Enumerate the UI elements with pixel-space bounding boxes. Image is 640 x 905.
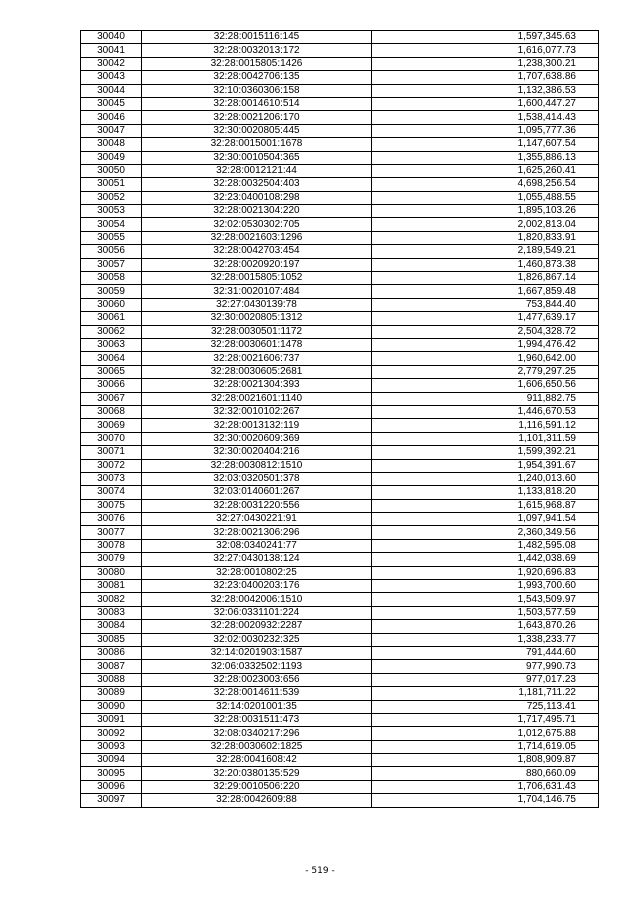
cadastral-number-cell: 32:23:0400108:298 xyxy=(142,191,372,204)
row-number-cell: 30048 xyxy=(81,138,142,151)
row-number-cell: 30086 xyxy=(81,646,142,659)
value-cell: 725,113.41 xyxy=(372,700,599,713)
value-cell: 1,477,639.17 xyxy=(372,312,599,325)
cadastral-number-cell: 32:06:0332502:1193 xyxy=(142,660,372,673)
value-cell: 4,698,256.54 xyxy=(372,178,599,191)
cadastral-number-cell: 32:28:0015805:1426 xyxy=(142,57,372,70)
value-cell: 1,820,833.91 xyxy=(372,231,599,244)
table-row xyxy=(81,338,599,351)
value-cell: 1,238,300.21 xyxy=(372,57,599,70)
row-number-cell: 30052 xyxy=(81,191,142,204)
table-row xyxy=(81,365,599,378)
table-row xyxy=(81,754,599,767)
row-number-cell: 30061 xyxy=(81,312,142,325)
table-row xyxy=(81,459,599,472)
row-number-cell: 30060 xyxy=(81,298,142,311)
table-row xyxy=(81,298,599,311)
row-number-cell: 30075 xyxy=(81,499,142,512)
cadastral-number-cell: 32:28:0042609:88 xyxy=(142,794,372,807)
value-cell: 1,181,711.22 xyxy=(372,687,599,700)
value-cell: 1,101,311.59 xyxy=(372,432,599,445)
table-row xyxy=(81,727,599,740)
cadastral-number-cell: 32:28:0042706:135 xyxy=(142,71,372,84)
cadastral-number-cell: 32:31:0020107:484 xyxy=(142,285,372,298)
cadastral-number-cell: 32:02:0530302:705 xyxy=(142,218,372,231)
table-row xyxy=(81,205,599,218)
table-row xyxy=(81,740,599,753)
cadastral-number-cell: 32:10:0360306:158 xyxy=(142,84,372,97)
cadastral-number-cell: 32:28:0032013:172 xyxy=(142,44,372,57)
row-number-cell: 30068 xyxy=(81,405,142,418)
cadastral-number-cell: 32:28:0021603:1296 xyxy=(142,231,372,244)
row-number-cell: 30062 xyxy=(81,325,142,338)
table-row xyxy=(81,164,599,177)
cadastral-number-cell: 32:28:0042006:1510 xyxy=(142,593,372,606)
cadastral-number-cell: 32:30:0010504:365 xyxy=(142,151,372,164)
cadastral-number-cell: 32:28:0031220:556 xyxy=(142,499,372,512)
row-number-cell: 30065 xyxy=(81,365,142,378)
value-cell: 1,714,619.05 xyxy=(372,740,599,753)
value-cell: 1,615,968.87 xyxy=(372,499,599,512)
table-body xyxy=(81,31,599,808)
table-row xyxy=(81,44,599,57)
row-number-cell: 30085 xyxy=(81,633,142,646)
value-cell: 1,808,909.87 xyxy=(372,754,599,767)
row-number-cell: 30084 xyxy=(81,620,142,633)
row-number-cell: 30045 xyxy=(81,97,142,110)
value-cell: 1,116,591.12 xyxy=(372,419,599,432)
value-cell: 1,993,700.60 xyxy=(372,580,599,593)
row-number-cell: 30077 xyxy=(81,526,142,539)
value-cell: 1,240,013.60 xyxy=(372,472,599,485)
table-row xyxy=(81,178,599,191)
table-row xyxy=(81,673,599,686)
table-row xyxy=(81,352,599,365)
value-cell: 1,012,675.88 xyxy=(372,727,599,740)
cadastral-number-cell: 32:28:0015001:1678 xyxy=(142,138,372,151)
row-number-cell: 30070 xyxy=(81,432,142,445)
value-cell: 1,599,392.21 xyxy=(372,446,599,459)
row-number-cell: 30078 xyxy=(81,539,142,552)
row-number-cell: 30072 xyxy=(81,459,142,472)
value-cell: 1,600,447.27 xyxy=(372,97,599,110)
value-cell: 977,017.23 xyxy=(372,673,599,686)
table-row xyxy=(81,258,599,271)
row-number-cell: 30097 xyxy=(81,794,142,807)
cadastral-number-cell: 32:06:0331101:224 xyxy=(142,606,372,619)
row-number-cell: 30067 xyxy=(81,392,142,405)
row-number-cell: 30096 xyxy=(81,780,142,793)
row-number-cell: 30093 xyxy=(81,740,142,753)
cadastral-number-cell: 32:23:0400203:176 xyxy=(142,580,372,593)
cadastral-number-cell: 32:28:0030501:1172 xyxy=(142,325,372,338)
cadastral-number-cell: 32:28:0020932:2287 xyxy=(142,620,372,633)
table-row xyxy=(81,593,599,606)
table-row xyxy=(81,272,599,285)
value-cell: 1,643,870.26 xyxy=(372,620,599,633)
row-number-cell: 30069 xyxy=(81,419,142,432)
value-cell: 1,920,696.83 xyxy=(372,566,599,579)
row-number-cell: 30050 xyxy=(81,164,142,177)
table-row xyxy=(81,526,599,539)
table-row xyxy=(81,312,599,325)
cadastral-number-cell: 32:03:0320501:378 xyxy=(142,472,372,485)
value-cell: 1,625,260.41 xyxy=(372,164,599,177)
value-cell: 1,616,077.73 xyxy=(372,44,599,57)
cadastral-number-cell: 32:28:0015805:1052 xyxy=(142,272,372,285)
value-cell: 1,147,607.54 xyxy=(372,138,599,151)
value-cell: 1,503,577.59 xyxy=(372,606,599,619)
table-row xyxy=(81,432,599,445)
row-number-cell: 30080 xyxy=(81,566,142,579)
cadastral-number-cell: 32:28:0021601:1140 xyxy=(142,392,372,405)
cadastral-number-cell: 32:29:0010506:220 xyxy=(142,780,372,793)
page-number: - 519 - xyxy=(305,866,335,876)
table-row xyxy=(81,687,599,700)
cadastral-number-cell: 32:28:0042703:454 xyxy=(142,245,372,258)
table-row xyxy=(81,499,599,512)
cadastral-number-cell: 32:28:0021304:393 xyxy=(142,379,372,392)
cadastral-number-cell: 32:28:0030812:1510 xyxy=(142,459,372,472)
table-row xyxy=(81,767,599,780)
table-row xyxy=(81,446,599,459)
value-cell: 1,895,103.26 xyxy=(372,205,599,218)
row-number-cell: 30053 xyxy=(81,205,142,218)
value-cell: 1,717,495.71 xyxy=(372,713,599,726)
table-row xyxy=(81,325,599,338)
row-number-cell: 30041 xyxy=(81,44,142,57)
table-row xyxy=(81,539,599,552)
cadastral-number-cell: 32:28:0032504:403 xyxy=(142,178,372,191)
row-number-cell: 30063 xyxy=(81,338,142,351)
row-number-cell: 30073 xyxy=(81,472,142,485)
cadastral-number-cell: 32:27:0430221:91 xyxy=(142,513,372,526)
table-row xyxy=(81,218,599,231)
cadastral-number-cell: 32:28:0012121:44 xyxy=(142,164,372,177)
value-cell: 1,482,595.08 xyxy=(372,539,599,552)
value-cell: 1,826,867.14 xyxy=(372,272,599,285)
table-row xyxy=(81,231,599,244)
cadastral-number-cell: 32:28:0021306:296 xyxy=(142,526,372,539)
value-cell: 1,355,886.13 xyxy=(372,151,599,164)
table-row xyxy=(81,71,599,84)
value-cell: 1,606,650.56 xyxy=(372,379,599,392)
row-number-cell: 30066 xyxy=(81,379,142,392)
table-row xyxy=(81,392,599,405)
cadastral-number-cell: 32:28:0023003:656 xyxy=(142,673,372,686)
cadastral-number-cell: 32:28:0041608:42 xyxy=(142,754,372,767)
value-cell: 1,446,670.53 xyxy=(372,405,599,418)
table-row xyxy=(81,620,599,633)
table-row xyxy=(81,84,599,97)
row-number-cell: 30064 xyxy=(81,352,142,365)
value-cell: 1,704,146.75 xyxy=(372,794,599,807)
table-row xyxy=(81,379,599,392)
cadastral-number-cell: 32:30:0020805:1312 xyxy=(142,312,372,325)
cadastral-number-cell: 32:28:0021304:220 xyxy=(142,205,372,218)
row-number-cell: 30082 xyxy=(81,593,142,606)
table-row xyxy=(81,646,599,659)
row-number-cell: 30089 xyxy=(81,687,142,700)
cadastral-number-cell: 32:27:0430139:78 xyxy=(142,298,372,311)
value-cell: 1,667,859.48 xyxy=(372,285,599,298)
row-number-cell: 30057 xyxy=(81,258,142,271)
value-cell: 911,882.75 xyxy=(372,392,599,405)
value-cell: 1,442,038.69 xyxy=(372,553,599,566)
row-number-cell: 30087 xyxy=(81,660,142,673)
table-row xyxy=(81,780,599,793)
cadastral-number-cell: 32:30:0020404:216 xyxy=(142,446,372,459)
value-cell: 2,002,813.04 xyxy=(372,218,599,231)
table-row xyxy=(81,700,599,713)
row-number-cell: 30094 xyxy=(81,754,142,767)
value-cell: 1,132,386.53 xyxy=(372,84,599,97)
cadastral-number-cell: 32:28:0030601:1478 xyxy=(142,338,372,351)
row-number-cell: 30058 xyxy=(81,272,142,285)
value-cell: 2,189,549.21 xyxy=(372,245,599,258)
cadastral-number-cell: 32:08:0340217:296 xyxy=(142,727,372,740)
value-cell: 2,504,328.72 xyxy=(372,325,599,338)
cadastral-number-cell: 32:28:0021206:170 xyxy=(142,111,372,124)
row-number-cell: 30074 xyxy=(81,486,142,499)
row-number-cell: 30076 xyxy=(81,513,142,526)
value-cell: 1,095,777.36 xyxy=(372,124,599,137)
cadastral-number-cell: 32:02:0030232:325 xyxy=(142,633,372,646)
cadastral-number-cell: 32:28:0020920:197 xyxy=(142,258,372,271)
value-cell: 880,660.09 xyxy=(372,767,599,780)
table-row xyxy=(81,191,599,204)
value-cell: 1,954,391.67 xyxy=(372,459,599,472)
value-cell: 1,960,642.00 xyxy=(372,352,599,365)
cadastral-number-cell: 32:30:0020609:369 xyxy=(142,432,372,445)
row-number-cell: 30059 xyxy=(81,285,142,298)
value-cell: 1,538,414.43 xyxy=(372,111,599,124)
table-row xyxy=(81,472,599,485)
table-row xyxy=(81,285,599,298)
cadastral-number-cell: 32:20:0380135:529 xyxy=(142,767,372,780)
table-row xyxy=(81,606,599,619)
value-cell: 1,706,631.43 xyxy=(372,780,599,793)
cadastral-number-cell: 32:30:0020805:445 xyxy=(142,124,372,137)
table-row xyxy=(81,660,599,673)
cadastral-number-cell: 32:27:0430138:124 xyxy=(142,553,372,566)
table-row xyxy=(81,633,599,646)
row-number-cell: 30040 xyxy=(81,31,142,44)
table-row xyxy=(81,513,599,526)
cadastral-number-cell: 32:28:0030605:2681 xyxy=(142,365,372,378)
cadastral-number-cell: 32:28:0021606:737 xyxy=(142,352,372,365)
cadastral-number-cell: 32:28:0010802:25 xyxy=(142,566,372,579)
table-row xyxy=(81,580,599,593)
value-cell: 1,994,476.42 xyxy=(372,338,599,351)
table-row xyxy=(81,57,599,70)
row-number-cell: 30091 xyxy=(81,713,142,726)
value-cell: 1,338,233.77 xyxy=(372,633,599,646)
row-number-cell: 30079 xyxy=(81,553,142,566)
table-row xyxy=(81,245,599,258)
cadastral-number-cell: 32:28:0013132:119 xyxy=(142,419,372,432)
row-number-cell: 30051 xyxy=(81,178,142,191)
row-number-cell: 30049 xyxy=(81,151,142,164)
cadastral-number-cell: 32:03:0140601:267 xyxy=(142,486,372,499)
row-number-cell: 30083 xyxy=(81,606,142,619)
value-cell: 1,133,818.20 xyxy=(372,486,599,499)
row-number-cell: 30043 xyxy=(81,71,142,84)
table-row xyxy=(81,713,599,726)
row-number-cell: 30042 xyxy=(81,57,142,70)
table-row xyxy=(81,31,599,44)
cadastral-number-cell: 32:28:0015116:145 xyxy=(142,31,372,44)
row-number-cell: 30044 xyxy=(81,84,142,97)
row-number-cell: 30095 xyxy=(81,767,142,780)
table-row xyxy=(81,111,599,124)
row-number-cell: 30054 xyxy=(81,218,142,231)
row-number-cell: 30090 xyxy=(81,700,142,713)
row-number-cell: 30056 xyxy=(81,245,142,258)
table-row xyxy=(81,138,599,151)
cadastral-number-cell: 32:28:0014611:539 xyxy=(142,687,372,700)
value-cell: 1,597,345.63 xyxy=(372,31,599,44)
table-row xyxy=(81,151,599,164)
row-number-cell: 30046 xyxy=(81,111,142,124)
cadastral-number-cell: 32:28:0014610:514 xyxy=(142,97,372,110)
value-cell: 1,097,941.54 xyxy=(372,513,599,526)
value-cell: 753,844.40 xyxy=(372,298,599,311)
value-cell: 1,707,638.86 xyxy=(372,71,599,84)
value-cell: 1,543,509.97 xyxy=(372,593,599,606)
table-row xyxy=(81,486,599,499)
row-number-cell: 30081 xyxy=(81,580,142,593)
cadastral-number-cell: 32:32:0010102:267 xyxy=(142,405,372,418)
table-row xyxy=(81,124,599,137)
cadastral-number-cell: 32:28:0030602:1825 xyxy=(142,740,372,753)
cadastral-value-table xyxy=(80,30,599,808)
value-cell: 2,779,297.25 xyxy=(372,365,599,378)
value-cell: 1,460,873.38 xyxy=(372,258,599,271)
row-number-cell: 30047 xyxy=(81,124,142,137)
row-number-cell: 30071 xyxy=(81,446,142,459)
value-cell: 1,055,488.55 xyxy=(372,191,599,204)
cadastral-number-cell: 32:08:0340241:77 xyxy=(142,539,372,552)
value-cell: 977,990.73 xyxy=(372,660,599,673)
cadastral-number-cell: 32:28:0031511:473 xyxy=(142,713,372,726)
cadastral-number-cell: 32:14:0201001:35 xyxy=(142,700,372,713)
table-row xyxy=(81,553,599,566)
row-number-cell: 30055 xyxy=(81,231,142,244)
row-number-cell: 30088 xyxy=(81,673,142,686)
table-row xyxy=(81,405,599,418)
value-cell: 791,444.60 xyxy=(372,646,599,659)
row-number-cell: 30092 xyxy=(81,727,142,740)
table-row xyxy=(81,419,599,432)
table-row xyxy=(81,97,599,110)
table-row xyxy=(81,566,599,579)
cadastral-number-cell: 32:14:0201903:1587 xyxy=(142,646,372,659)
value-cell: 2,360,349.56 xyxy=(372,526,599,539)
table-row xyxy=(81,794,599,807)
